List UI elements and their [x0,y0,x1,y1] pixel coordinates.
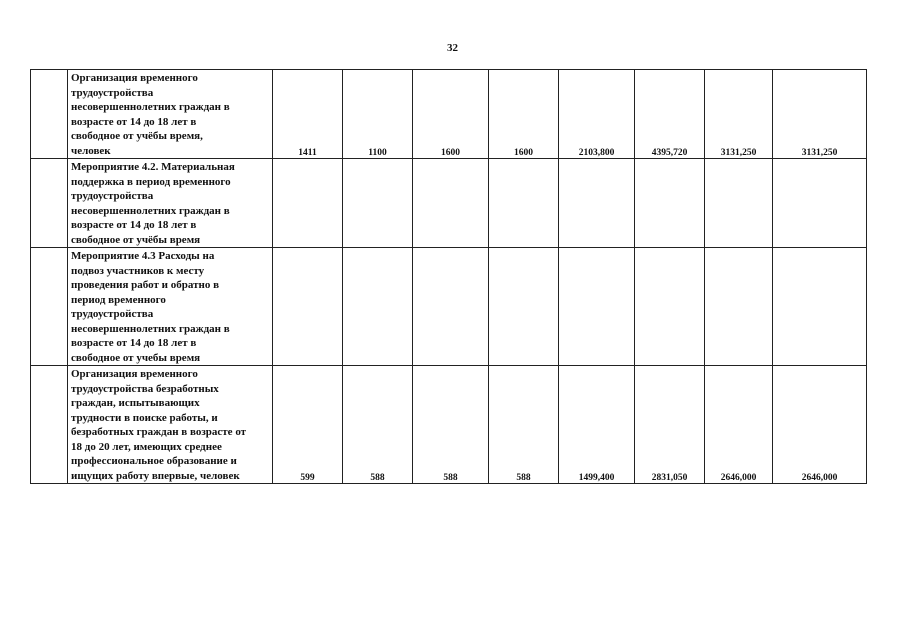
value-cell [343,248,413,366]
row-name-cell [68,248,273,366]
value-cell: 588 [489,366,559,484]
table-row [31,70,867,159]
row-name-line: граждан, испытывающих [71,397,200,409]
value-cell: 2646,000 [705,366,773,484]
value-cell: 588 [343,366,413,484]
value-cell [773,248,867,366]
value-cell: 1411 [273,70,343,159]
row-name-cell [68,70,273,159]
value-cell [635,159,705,248]
budget-table [30,69,867,484]
number-cell [31,248,68,366]
value-cell: 2646,000 [773,366,867,484]
value-cell [705,159,773,248]
page-number: 32 [447,42,458,54]
value-cell [489,159,559,248]
value-cell [343,159,413,248]
row-name-line: возрасте от 14 до 18 лет в [71,219,197,231]
value-cell [705,248,773,366]
table-row [31,366,867,484]
row-name-line: период временного [71,293,166,306]
value-cell [559,248,635,366]
row-name-line: ищущих работу впервые, человек [71,469,240,482]
value-cell: 2103,800 [559,70,635,159]
value-cell [773,159,867,248]
row-name-line: несовершеннолетних граждан в [71,322,230,335]
row-name-line: свободное от учёбы время, [71,130,203,142]
value-cell [413,159,489,248]
row-name-line: возрасте от 14 до 18 лет в [71,337,197,349]
row-name-line: трудоустройства безработных [71,382,219,395]
row-name-line: несовершеннолетних граждан в [71,101,230,113]
value-cell: 1100 [343,70,413,159]
value-cell [489,248,559,366]
value-cell [635,248,705,366]
row-name-line: Мероприятие 4.2. Материальная [71,161,235,173]
number-cell [31,366,68,484]
value-cell: 4395,720 [635,70,705,159]
row-name-cell [68,366,273,484]
row-name-line: свободное от учебы время [71,351,201,364]
value-cell [559,159,635,248]
value-cell [273,159,343,248]
row-name-line: поддержка в период временного [71,175,231,188]
row-name-line: несовершеннолетних граждан в [71,204,230,217]
value-cell: 1600 [413,70,489,159]
row-name-line: проведения работ и обратно в [71,279,220,291]
value-cell: 2831,050 [635,366,705,484]
value-cell: 3131,250 [773,70,867,159]
number-cell [31,70,68,159]
row-name-line: трудоустройства [71,308,154,320]
row-name-cell [68,159,273,248]
row-name-line: возрасте от 14 до 18 лет в [71,115,197,128]
value-cell [273,248,343,366]
row-name-line: профессиональное образование и [71,455,237,467]
row-name-line: трудоустройства [71,86,154,99]
value-cell [413,248,489,366]
row-name-line: Мероприятие 4.3 Расходы на [71,250,215,262]
value-cell: 1600 [489,70,559,159]
row-name-line: Организация временного [71,72,198,84]
table-row [31,159,867,248]
value-cell: 599 [273,366,343,484]
number-cell [31,159,68,248]
value-cell: 3131,250 [705,70,773,159]
row-name-line: трудности в поиске работы, и [71,411,218,424]
row-name-line: 18 до 20 лет, имеющих среднее [71,440,222,453]
table-row [31,248,867,366]
row-name-line: подвоз участников к месту [71,264,205,277]
value-cell: 1499,400 [559,366,635,484]
row-name-line: безработных граждан в возрасте от [71,426,247,438]
row-name-line: Организация временного [71,368,198,380]
row-name-line: человек [71,144,111,157]
row-name-line: свободное от учёбы время [71,233,201,246]
row-name-line: трудоустройства [71,190,154,202]
value-cell: 588 [413,366,489,484]
